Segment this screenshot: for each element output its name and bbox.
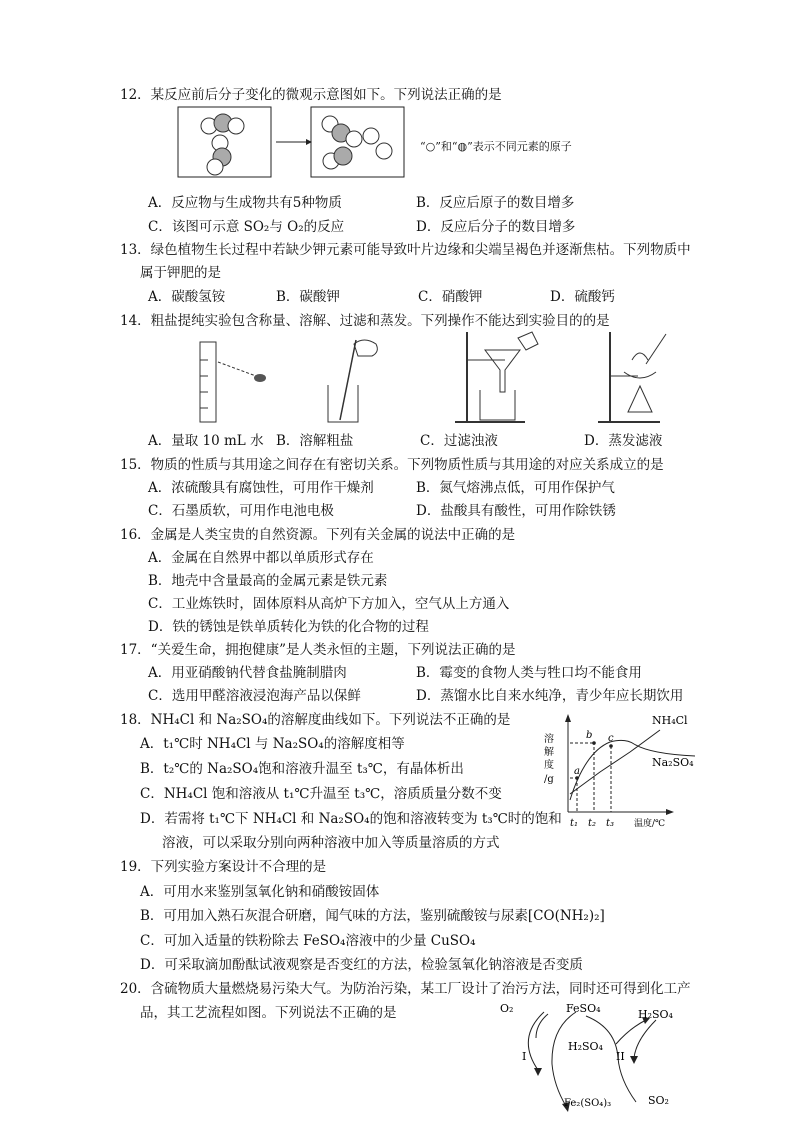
q20-flow-diagram <box>496 998 696 1116</box>
q17-option-c: C．选用甲醛溶液浸泡海产品以保鲜 <box>148 688 361 704</box>
q14-option-c: C．过滤浊液 <box>420 433 498 449</box>
q13-stem: 13．绿色植物生长过程中若缺少钾元素可能导致叶片边缘和尖端呈褐色并逐渐焦枯。下列物质中 <box>120 242 691 258</box>
q20-label-II: II <box>616 1050 625 1063</box>
q18-option-a: A．t₁℃时 NH₄Cl 与 Na₂SO₄的溶解度相等 <box>140 736 405 752</box>
q13-option-d: D．硫酸钙 <box>550 289 615 305</box>
q20-stem: 20．含硫物质大量燃烧易污染大气。为防治污染，某工厂设计了治污方法，同时还可得到化工产 <box>120 981 691 997</box>
q15-option-d: D．盐酸具有酸性，可用作除铁锈 <box>416 503 616 519</box>
q18-option-d: D．若需将 t₁℃下 NH₄Cl 和 Na₂SO₄的饱和溶液转变为 t₃℃时的饱和 <box>140 811 562 827</box>
q19-option-a: A．可用水来鉴别氢氧化钠和硝酸铵固体 <box>140 884 380 900</box>
q12-diagram <box>178 106 648 186</box>
q14-apparatus <box>180 330 680 426</box>
q18-solubility-graph <box>540 712 700 832</box>
q18-xlabel: 温度/℃ <box>634 819 666 829</box>
q18-curve-na2so4: Na₂SO₄ <box>652 756 694 769</box>
q18-option-c: C．NH₄Cl 饱和溶液从 t₁℃升温至 t₃℃，溶质质量分数不变 <box>140 786 502 802</box>
q18-tick-t3: t₃ <box>606 818 615 829</box>
q20-so2: SO₂ <box>648 1094 669 1107</box>
q20-o2: O₂ <box>500 1002 514 1015</box>
q13-stem-cont: 属于钾肥的是 <box>140 265 221 281</box>
q18-ylabel-3: 度 <box>544 760 554 771</box>
q14-option-b: B．溶解粗盐 <box>276 433 354 449</box>
q18-point-b: b <box>586 730 593 741</box>
q20-feso4: FeSO₄ <box>566 1002 601 1015</box>
q18-ylabel-2: 解 <box>544 747 554 758</box>
q15-option-c: C．石墨质软，可用作电池电极 <box>148 503 334 519</box>
q17-option-a: A．用亚硝酸钠代替食盐腌制腊肉 <box>148 665 347 681</box>
q18-point-a: a <box>574 766 580 777</box>
q18-tick-t2: t₂ <box>588 818 597 829</box>
q15-option-a: A．浓硫酸具有腐蚀性，可用作干燥剂 <box>148 480 374 496</box>
q16-option-b: B．地壳中含量最高的金属元素是铁元素 <box>148 573 388 589</box>
q18-ylabel-4: /g <box>544 774 554 785</box>
q16-option-c: C．工业炼铁时，固体原料从高炉下方加入，空气从上方通入 <box>148 596 510 612</box>
q18-tick-t1: t₁ <box>570 818 579 829</box>
q18-stem: 18．NH₄Cl 和 Na₂SO₄的溶解度曲线如下。下列说法不正确的是 <box>120 712 511 728</box>
q17-option-d: D．蒸馏水比自来水纯净，青少年应长期饮用 <box>416 688 684 704</box>
q13-option-c: C．硝酸钾 <box>418 289 483 305</box>
q16-option-d: D．铁的锈蚀是铁单质转化为铁的化合物的过程 <box>148 619 429 635</box>
q13-option-a: A．碳酸氢铵 <box>148 289 226 305</box>
q20-fe2so43: Fe₂(SO₄)₃ <box>564 1098 612 1109</box>
q19-option-c: C．可加入适量的铁粉除去 FeSO₄溶液中的少量 CuSO₄ <box>140 933 476 949</box>
q12-legend: “○”和“◍”表示不同元素的原子 <box>420 140 572 153</box>
q20-label-I: I <box>522 1050 527 1063</box>
q17-stem: 17．“关爱生命，拥抱健康”是人类永恒的主题，下列说法正确的是 <box>120 642 516 658</box>
q17-option-b: B．霉变的食物人类与牲口均不能食用 <box>416 665 642 681</box>
q13-option-b: B．碳酸钾 <box>276 289 340 305</box>
q19-option-b: B．可用加入熟石灰混合研磨，闻气味的方法，鉴别硫酸铵与尿素[CO(NH₂)₂] <box>140 908 605 924</box>
q12-option-a: A．反应物与生成物共有5种物质 <box>148 195 342 211</box>
q14-option-d: D．蒸发滤液 <box>584 433 663 449</box>
q18-curve-nh4cl: NH₄Cl <box>652 714 688 727</box>
q12-stem: 12．某反应前后分子变化的微观示意图如下。下列说法正确的是 <box>120 87 502 103</box>
q12-option-c: C．该图可示意 SO₂与 O₂的反应 <box>148 219 345 235</box>
q15-option-b: B．氮气熔沸点低，可用作保护气 <box>416 480 615 496</box>
q20-stem-cont: 品，其工艺流程如图。下列说法不正确的是 <box>140 1005 397 1021</box>
q18-option-d-cont: 溶液，可以采取分别向两种溶液中加入等质量溶质的方式 <box>162 835 500 851</box>
q18-ylabel-1: 溶 <box>544 734 554 745</box>
q16-stem: 16．金属是人类宝贵的自然资源。下列有关金属的说法中正确的是 <box>120 527 516 543</box>
q15-stem: 15．物质的性质与其用途之间存在有密切关系。下列物质性质与其用途的对应关系成立的是 <box>120 457 664 473</box>
q14-option-a: A．量取 10 mL 水 <box>148 433 264 449</box>
q20-h2so4-mid: H₂SO₄ <box>568 1040 603 1053</box>
q19-stem: 19．下列实验方案设计不合理的是 <box>120 859 327 875</box>
q14-stem: 14．粗盐提纯实验包含称量、溶解、过滤和蒸发。下列操作不能达到实验目的的是 <box>120 313 610 329</box>
q16-option-a: A．金属在自然界中都以单质形式存在 <box>148 550 374 566</box>
q19-option-d: D．可采取滴加酚酞试液观察是否变红的方法，检验氢氧化钠溶液是否变质 <box>140 957 583 973</box>
q12-option-d: D．反应后分子的数目增多 <box>416 219 576 235</box>
q20-h2so4-top: H₂SO₄ <box>638 1008 673 1021</box>
q12-option-b: B．反应后原子的数目增多 <box>416 195 575 211</box>
q18-point-c: c <box>608 733 614 744</box>
q18-option-b: B．t₂℃的 Na₂SO₄饱和溶液升温至 t₃℃，有晶体析出 <box>140 761 464 777</box>
